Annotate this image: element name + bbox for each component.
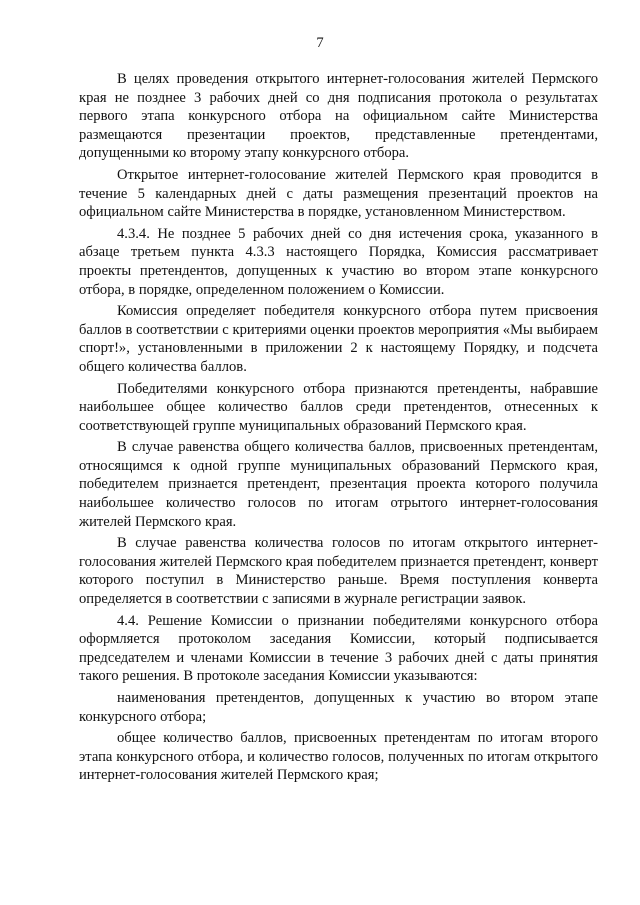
- page-number: 7: [316, 35, 324, 51]
- paragraph: 4.4. Решение Комиссии о признании победителями конкурсного отбора оформляется протоколом заседания Комиссии, который подписывается председателем и членами Комиссии в течение 3 рабочих дней с даты принятия такого решения. В протоколе заседания Комиссии указываются:: [79, 612, 598, 685]
- paragraph: Комиссия определяет победителя конкурсного отбора путем присвоения баллов в соответствии с критериями оценки проектов мероприятия «Мы выбираем спорт!», установленными в приложении 2 к настоящему Порядку, и подсчета общего количества баллов.: [79, 303, 598, 375]
- paragraph: В случае равенства общего количества баллов, присвоенных претендентам, относящимся к одной группе муниципальных образований Пермского края, победителем признается претендент, презентация проекта которого получила наибольшее количество голосов по итогам отрытого интернет-голосования жителей Пермского края.: [79, 439, 598, 530]
- paragraph: Открытое интернет-голосование жителей Пермского края проводится в течение 5 календарных дней с даты размещения презентаций проектов на официальном сайте Министерства в порядке, установленном Министерством.: [79, 166, 598, 221]
- paragraph: наименования претендентов, допущенных к участию во втором этапе конкурсного отбора;: [79, 690, 598, 725]
- paragraph: Победителями конкурсного отбора признаются претенденты, набравшие наибольшее общее количество баллов среди претендентов, отнесенных к соответствующей группе муниципальных образований Пермского края.: [79, 380, 598, 434]
- paragraph: В случае равенства количества голосов по итогам открытого интернет-голосования жителей Пермского края победителем признается претендент, конверт которого поступил в Министерство раньше. Время поступления конверта определяется в соответствии с записями в журнале регистрации заявок.: [79, 535, 598, 608]
- paragraph: 4.3.4. Не позднее 5 рабочих дней со дня истечения срока, указанного в абзаце третьем пункта 4.3.3 настоящего Порядка, Комиссия рассматривает проекты претендентов, допущенных к участию во втором этапе конкурсного отбора, в порядке, определенном положением о Комиссии.: [79, 225, 598, 298]
- paragraph: В целях проведения открытого интернет-голосования жителей Пермского края не позднее 3 рабочих дней со дня подписания протокола о результатах первого этапа конкурсного отбора на официальном сайте Министерства размещаются презентации проектов, представленные претендентами, допущенными ко второму этапу конкурсного отбора.: [79, 71, 598, 162]
- document-body: [79, 70, 598, 788]
- paragraph: общее количество баллов, присвоенных претендентам по итогам второго этапа конкурсного отбора, и количество голосов, полученных по итогам открытого интернет-голосования жителей Пермского края;: [79, 730, 598, 784]
